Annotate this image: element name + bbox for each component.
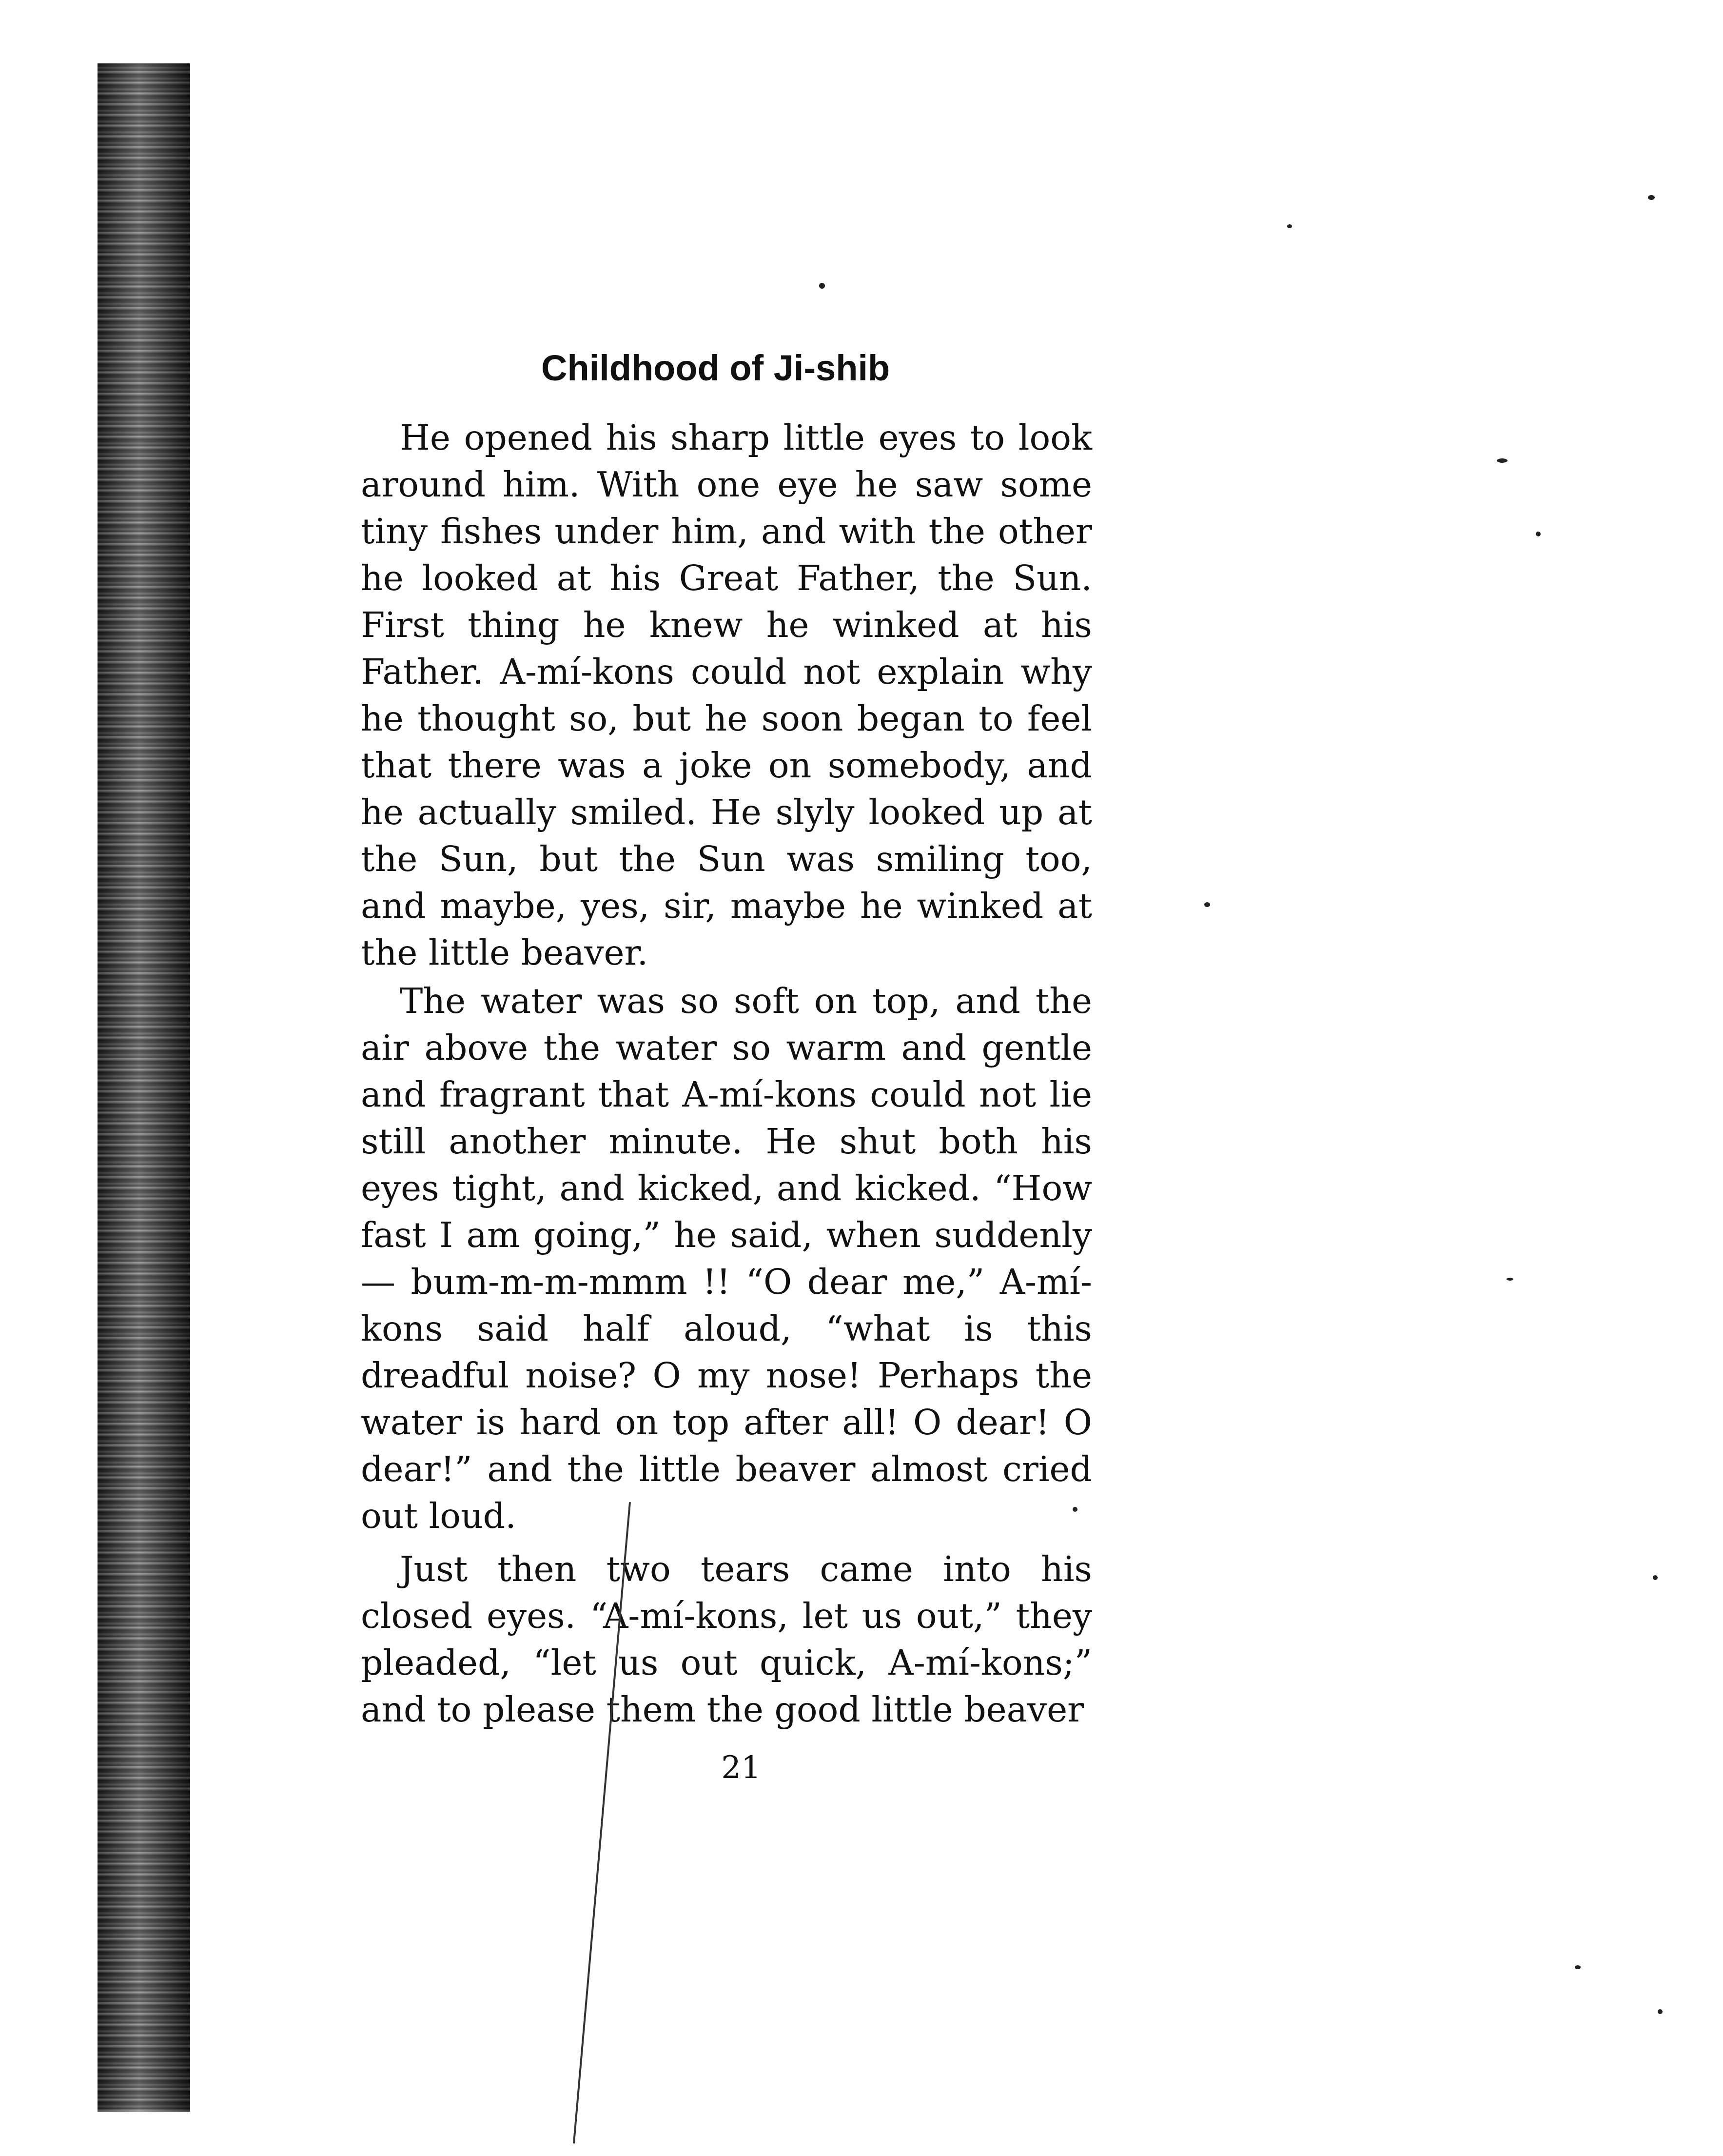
paragraph-text: The water was so soft on top, and the air above the water so warm and gentle and fragrant that A-mí-kons could not lie still another minute. He shut both his eyes tight, and kicked, and kicked. “How fast I am going,” he said, when suddenly — bum-m-m-mmm !! “O dear me,” A-mí-kons said half aloud, “what is this dreadful noise? O my nose! Perhaps the water is hard on top after all! O dear! O dear!” and the little beaver almost cried out loud. <box>361 981 1092 1536</box>
paragraph-3 <box>361 1546 1092 1730</box>
scan-speck <box>1497 458 1508 463</box>
page-number: 21 <box>721 1750 761 1786</box>
scan-speck <box>1653 1575 1658 1580</box>
scan-speck <box>1658 2009 1663 2014</box>
book-binding-edge <box>98 63 190 2112</box>
chapter-heading: Childhood of Ji-shib <box>541 348 890 388</box>
paragraph-2 <box>361 978 1092 1543</box>
scan-speck <box>1575 1965 1581 1969</box>
paragraph-1 <box>361 415 1092 980</box>
scan-speck <box>819 283 825 289</box>
scan-speck <box>1204 902 1210 907</box>
paragraph-text: He opened his sharp little eyes to look around him. With one eye he saw some tiny fishes under him, and with the other he looked at his Great Father, the Sun. First thing he knew he winked at his Father. A-mí-kons could not explain why he thought so, but he soon began to feel that there was a joke on somebody, and he actually smiled. He slyly looked up at the Sun, but the Sun was smiling too, and maybe, yes, sir, maybe he winked at the little beaver. <box>361 417 1092 973</box>
scan-speck <box>1287 224 1292 228</box>
scan-speck <box>1507 1278 1513 1281</box>
scan-speck <box>1536 532 1541 536</box>
scan-speck <box>1073 1507 1077 1512</box>
paragraph-text: Just then two tears came into his closed eyes. “A-mí-kons, let us out,” they pleaded, “let us out quick, A-mí-kons;” and to please them the good little beaver <box>361 1549 1092 1730</box>
scan-speck <box>1648 195 1655 200</box>
